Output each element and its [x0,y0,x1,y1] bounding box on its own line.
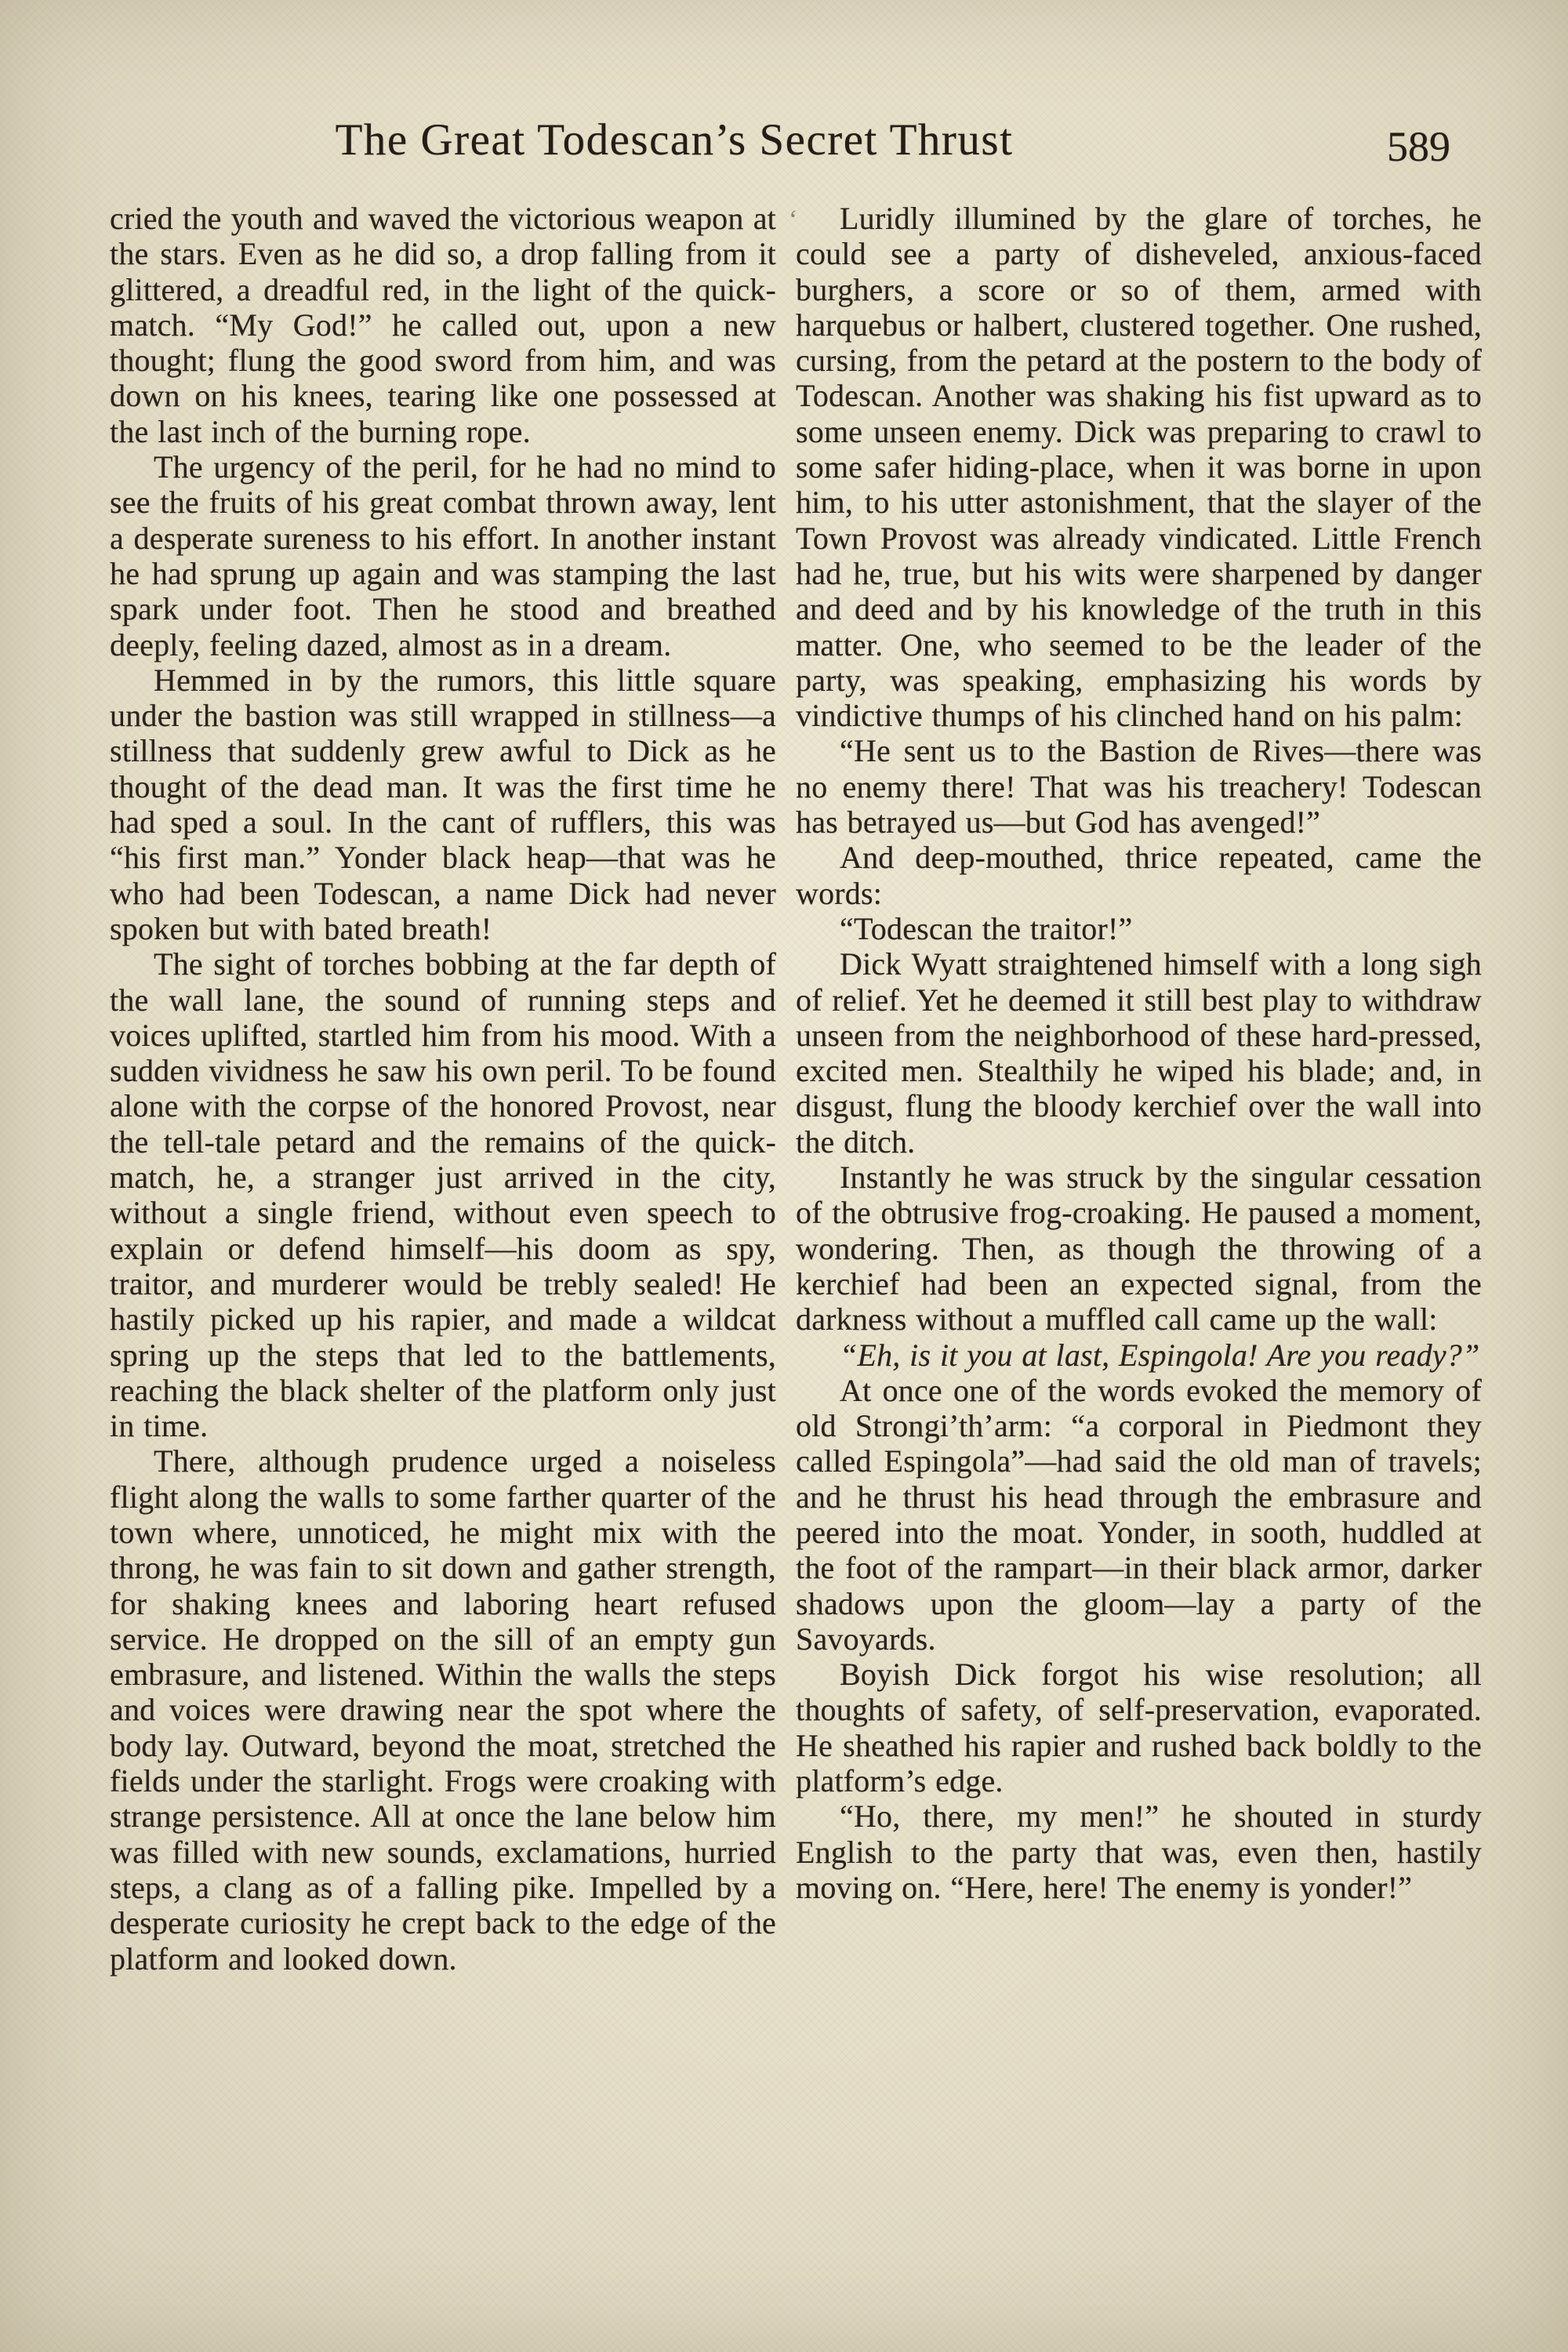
paragraph: cried the youth and waved the victorious weapon at the stars. Even as he did so, a drop falling from it glittered, a dreadful red, in the light of the quick-match. “My God!” he called out, upon a new thought; flung the good sword from him, and was down on his knees, tearing like one possessed at the last inch of the burning rope. [110,201,776,449]
paragraph: There, although prudence urged a noiseless flight along the walls to some farther quarter of the town where, unnoticed, he might mix with the throng, he was fain to sit down and gather strength, for shaking knees and laboring heart refused service. He dropped on the sill of an empty gun embrasure, and listened. Within the walls the steps and voices were drawing near the spot where the body lay. Outward, beyond the moat, stretched the fields under the starlight. Frogs were croaking with strange persistence. All at once the lane below him was filled with new sounds, exclamations, hurried steps, a clang as of a falling pike. Impelled by a desperate curiosity he crept back to the edge of the platform and looked down. [110,1443,776,1976]
paragraph: “Ho, there, my men!” he shouted in sturdy English to the party that was, even then, hastily moving on. “Here, here! The enemy is yonder!” [796,1798,1482,1905]
paragraph: The urgency of the peril, for he had no mind to see the fruits of his great combat thrown away, lent a desperate sureness to his effort. In another instant he had sprung up again and was stamping the last spark under foot. Then he stood and breathed deeply, feeling dazed, almost as in a dream. [110,449,776,662]
text-columns [110,201,1482,1976]
paragraph: “Todescan the traitor!” [840,910,1133,946]
paragraph: “He sent us to the Bastion de Rives—there was no enemy there! That was his treachery! Todescan has betrayed us—but God has avenged!” [796,733,1482,840]
paragraph-italic-quote: “Eh, is it you at last, Espingola! Are you ready?” [840,1337,1480,1373]
paragraph: Instantly he was struck by the singular cessation of the obtrusive frog-croaking. He paused a moment, wondering. Then, as though the throwing of a kerchief had been an expected signal, from the darkness without a muffled call came up the wall: [796,1160,1482,1338]
page-number: 589 [1387,123,1450,170]
left-column [110,201,776,1976]
paragraph: Hemmed in by the rumors, this little square under the bastion was still wrapped in stillness—a stillness that suddenly grew awful to Dick as he thought of the dead man. It was the first time he had sped a soul. In the cant of rufflers, this was “his first man.” Yonder black heap—that was he who had been Todescan, a name Dick had never spoken but with bated breath! [110,662,776,946]
right-column [796,201,1482,1976]
paragraph: The sight of torches bobbing at the far depth of the wall lane, the sound of running steps and voices uplifted, startled him from his mood. With a sudden vividness he saw his own peril. To be found alone with the corpse of the honored Provost, near the tell-tale petard and the remains of the quick-match, he, a stranger just arrived in the city, without a single friend, without even speech to explain or defend himself—his doom as spy, traitor, and murderer would be trebly sealed! He hastily picked up his rapier, and made a wildcat spring up the steps that led to the battlements, reaching the black shelter of the platform only just in time. [110,946,776,1444]
page-title: The Great Todescan’s Secret Thrust [335,115,1014,165]
paragraph: Boyish Dick forgot his wise resolution; all thoughts of safety, of self-preservation, evaporated. He sheathed his rapier and rushed back boldly to the platform’s edge. [796,1657,1482,1799]
paragraph: Luridly illumined by the glare of torches, he could see a party of disheveled, anxious-faced burghers, a score or so of them, armed with harquebus or halbert, clustered together. One rushed, cursing, from the petard at the postern to the body of Todescan. Another was shaking his fist upward as to some unseen enemy. Dick was preparing to crawl to some safer hiding-place, when it was borne in upon him, to his utter astonishment, that the slayer of the Town Provost was already vindicated. Little French had he, true, but his wits were sharpened by danger and deed and by his knowledge of the truth in this matter. One, who seemed to be the leader of the party, was speaking, emphasizing his words by vindictive thumps of his clinched hand on his palm: [796,201,1482,734]
paragraph: At once one of the words evoked the memory of old Strongi’th’arm: “a corporal in Piedmont they called Espingola”—had said the old man of travels; and he thrust his head through the embrasure and peered into the moat. Yonder, in sooth, huddled at the foot of the rampart—in their black armor, darker shadows upon the gloom—lay a party of the Savoyards. [796,1372,1482,1657]
print-artifact-mark: ‘ [789,205,798,234]
paragraph: And deep-mouthed, thrice repeated, came the words: [796,840,1482,911]
paragraph: Dick Wyatt straightened himself with a long sigh of relief. Yet he deemed it still best play to withdraw unseen from the neighborhood of these hard-pressed, excited men. Stealthily he wiped his blade; and, in disgust, flung the bloody kerchief over the wall into the ditch. [796,946,1482,1160]
